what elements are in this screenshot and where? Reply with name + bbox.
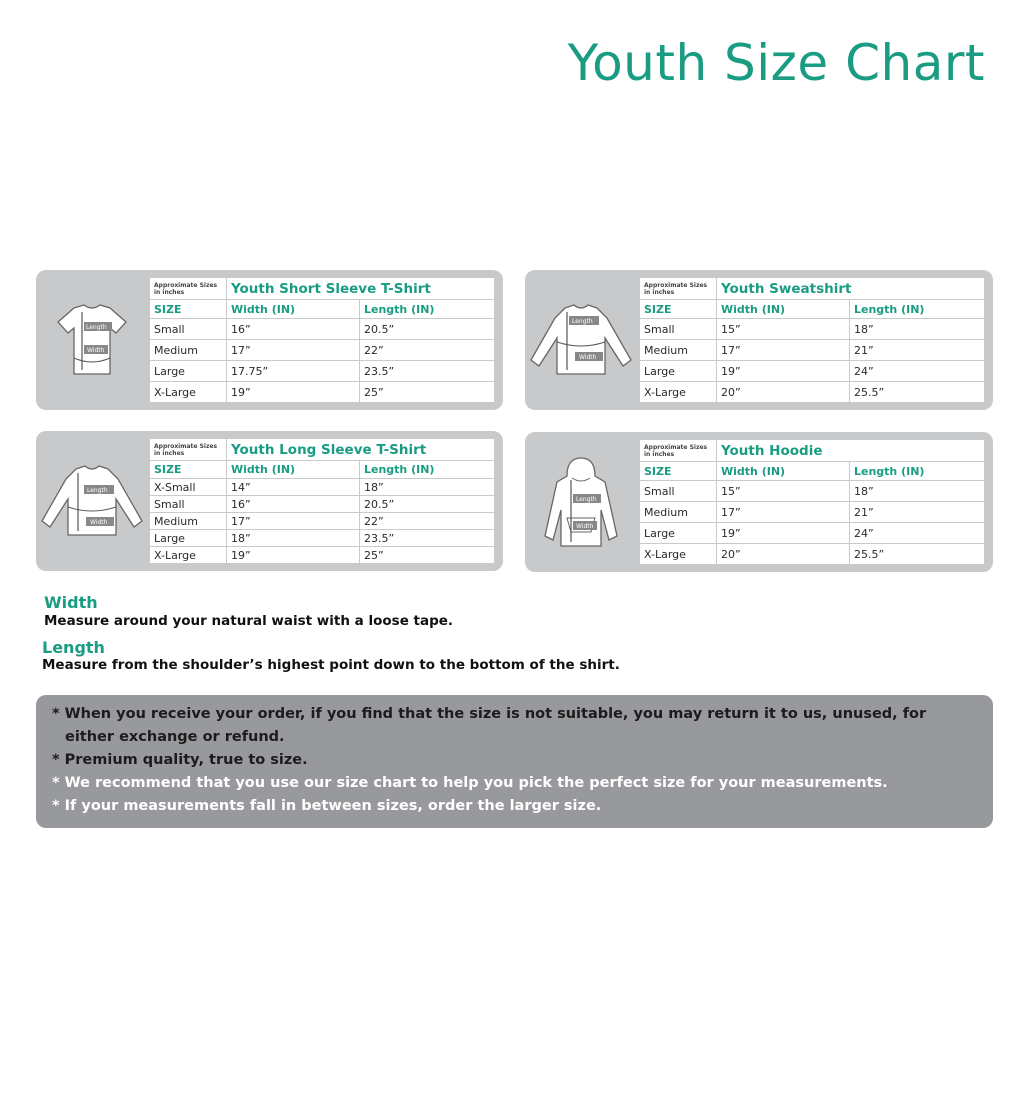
product-title: Youth Sweatshirt — [717, 278, 985, 300]
size-cell: Large — [640, 523, 717, 544]
note-item: * If your measurements fall in between sizes, order the larger size. — [52, 798, 602, 814]
table-row — [640, 481, 985, 502]
notes-box — [36, 695, 993, 828]
table-row — [150, 340, 495, 361]
note-item: * When you receive your order, if you find that the size is not suitable, you may return it to us, unused, for either exchange or refund. — [52, 706, 927, 745]
size-cell: Small — [640, 319, 717, 340]
column-header: Length (IN) — [850, 462, 985, 481]
width-cell: 19” — [717, 361, 850, 382]
size-cell: X-Large — [150, 547, 227, 564]
approx-sizes-note: Approximate Sizes in inches — [640, 440, 717, 462]
width-cell: 17” — [717, 502, 850, 523]
table-row — [150, 530, 495, 547]
size-cell: Small — [150, 496, 227, 513]
page-title: Youth Size Chart — [567, 34, 985, 92]
svg-text:Width: Width — [576, 523, 594, 530]
column-header: SIZE — [640, 300, 717, 319]
column-header: SIZE — [640, 462, 717, 481]
length-cell: 20.5” — [360, 319, 495, 340]
size-cell: Small — [640, 481, 717, 502]
svg-text:Width: Width — [87, 347, 105, 354]
table-row — [640, 361, 985, 382]
length-cell: 23.5” — [360, 361, 495, 382]
length-cell: 18” — [360, 479, 495, 496]
length-heading: Length — [42, 638, 105, 657]
length-cell: 23.5” — [360, 530, 495, 547]
length-description: Measure from the shoulder’s highest point down to the bottom of the shirt. — [42, 657, 620, 673]
width-cell: 18” — [227, 530, 360, 547]
length-cell: 25.5” — [850, 382, 985, 403]
svg-text:Width: Width — [90, 519, 108, 526]
length-cell: 25” — [360, 382, 495, 403]
size-table-long-sleeve — [149, 438, 495, 564]
length-cell: 24” — [850, 523, 985, 544]
table-row — [150, 479, 495, 496]
size-cell: Large — [150, 530, 227, 547]
table-row — [150, 382, 495, 403]
column-header: Length (IN) — [360, 461, 495, 479]
size-table-sweatshirt — [639, 277, 985, 403]
approx-sizes-note: Approximate Sizes in inches — [640, 278, 717, 300]
table-row — [150, 547, 495, 564]
size-cell: X-Large — [150, 382, 227, 403]
width-cell: 15” — [717, 319, 850, 340]
size-cell: Large — [150, 361, 227, 382]
width-cell: 16” — [227, 319, 360, 340]
size-cell: X-Small — [150, 479, 227, 496]
table-row — [640, 502, 985, 523]
table-row — [640, 382, 985, 403]
width-cell: 17” — [227, 340, 360, 361]
long-sleeve-tshirt-icon — [36, 431, 148, 571]
width-description: Measure around your natural waist with a loose tape. — [44, 613, 454, 629]
width-cell: 14” — [227, 479, 360, 496]
table-row — [640, 544, 985, 565]
width-cell: 16” — [227, 496, 360, 513]
short-sleeve-tshirt-icon — [36, 270, 148, 410]
hoodie-icon — [525, 432, 637, 572]
column-header: Length (IN) — [850, 300, 985, 319]
column-header: Length (IN) — [360, 300, 495, 319]
product-title: Youth Long Sleeve T-Shirt — [227, 439, 495, 461]
sweatshirt-icon — [525, 270, 637, 410]
width-cell: 15” — [717, 481, 850, 502]
approx-sizes-note: Approximate Sizes in inches — [150, 278, 227, 300]
product-title: Youth Short Sleeve T-Shirt — [227, 278, 495, 300]
note-item: * We recommend that you use our size chart to help you pick the perfect size for your measurements. — [52, 775, 888, 791]
table-row — [150, 496, 495, 513]
length-cell: 18” — [850, 319, 985, 340]
length-cell: 25.5” — [850, 544, 985, 565]
column-header: Width (IN) — [717, 462, 850, 481]
size-cell: Large — [640, 361, 717, 382]
table-row — [640, 523, 985, 544]
length-cell: 24” — [850, 361, 985, 382]
width-cell: 19” — [227, 547, 360, 564]
size-cell: Medium — [640, 340, 717, 361]
length-cell: 22” — [360, 513, 495, 530]
column-header: SIZE — [150, 300, 227, 319]
svg-text:Length: Length — [87, 487, 108, 494]
width-cell: 17.75” — [227, 361, 360, 382]
size-cell: Medium — [150, 340, 227, 361]
svg-text:Length: Length — [572, 318, 593, 325]
column-header: Width (IN) — [717, 300, 850, 319]
width-heading: Width — [44, 593, 98, 612]
length-cell: 21” — [850, 502, 985, 523]
table-row — [640, 340, 985, 361]
column-header: SIZE — [150, 461, 227, 479]
length-cell: 18” — [850, 481, 985, 502]
svg-text:Width: Width — [579, 354, 597, 361]
table-row — [150, 361, 495, 382]
table-row — [150, 513, 495, 530]
width-cell: 17” — [227, 513, 360, 530]
product-title: Youth Hoodie — [717, 440, 985, 462]
svg-text:Length: Length — [576, 496, 597, 503]
width-cell: 20” — [717, 382, 850, 403]
size-table-hoodie — [639, 439, 985, 565]
size-cell: Small — [150, 319, 227, 340]
width-cell: 19” — [717, 523, 850, 544]
size-cell: Medium — [150, 513, 227, 530]
width-cell: 19” — [227, 382, 360, 403]
size-cell: Medium — [640, 502, 717, 523]
length-cell: 20.5” — [360, 496, 495, 513]
size-cell: X-Large — [640, 544, 717, 565]
table-row — [640, 319, 985, 340]
column-header: Width (IN) — [227, 461, 360, 479]
width-cell: 17” — [717, 340, 850, 361]
column-header: Width (IN) — [227, 300, 360, 319]
size-table-short-sleeve — [149, 277, 495, 403]
table-row — [150, 319, 495, 340]
length-cell: 21” — [850, 340, 985, 361]
length-cell: 25” — [360, 547, 495, 564]
approx-sizes-note: Approximate Sizes in inches — [150, 439, 227, 461]
length-cell: 22” — [360, 340, 495, 361]
width-cell: 20” — [717, 544, 850, 565]
size-cell: X-Large — [640, 382, 717, 403]
svg-text:Length: Length — [86, 324, 107, 331]
note-item: * Premium quality, true to size. — [52, 752, 308, 768]
